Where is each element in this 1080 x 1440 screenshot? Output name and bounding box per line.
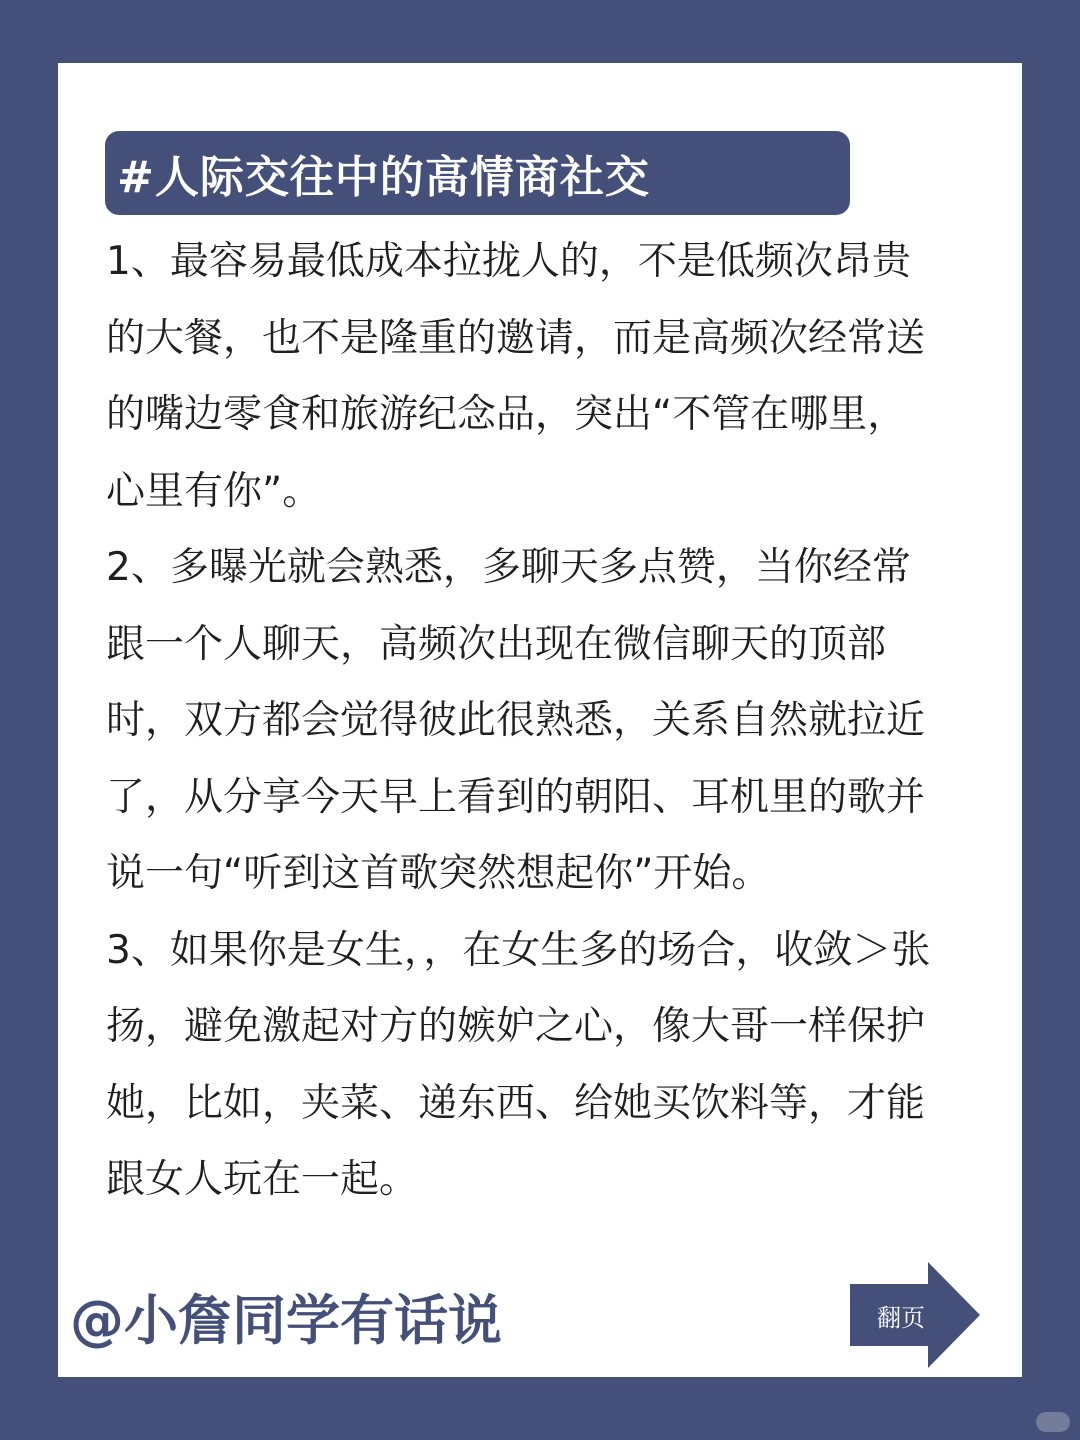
paragraph-3: 3、如果你是女生，，在女生多的场合，收敛＞张扬，避免激起对方的嫉妒之心，像大哥一样保护她，比如，夹菜、递东西、给她买饮料等，才能跟女人玩在一起。	[106, 927, 931, 1202]
title-banner	[105, 131, 850, 215]
article-body	[106, 224, 944, 1219]
page-title: #人际交往中的高情商社交	[117, 152, 650, 203]
next-page-button[interactable]	[850, 1262, 982, 1368]
next-page-label: 翻页	[877, 1303, 925, 1332]
author-handle: @小詹同学有话说	[70, 1289, 502, 1352]
paragraph-1: 1、最容易最低成本拉拢人的，不是低频次昂贵的大餐，也不是隆重的邀请，而是高频次经常送的嘴边零食和旅游纪念品，突出“不管在哪里，心里有你”。	[106, 239, 926, 514]
paragraph-2: 2、多曝光就会熟悉，多聊天多点赞，当你经常跟一个人聊天，高频次出现在微信聊天的顶部时，双方都会觉得彼此很熟悉，关系自然就拉近了，从分享今天早上看到的朝阳、耳机里的歌并说一句“听到这首歌突然想起你”开始。	[106, 545, 926, 896]
watermark-logo	[1036, 1412, 1070, 1432]
